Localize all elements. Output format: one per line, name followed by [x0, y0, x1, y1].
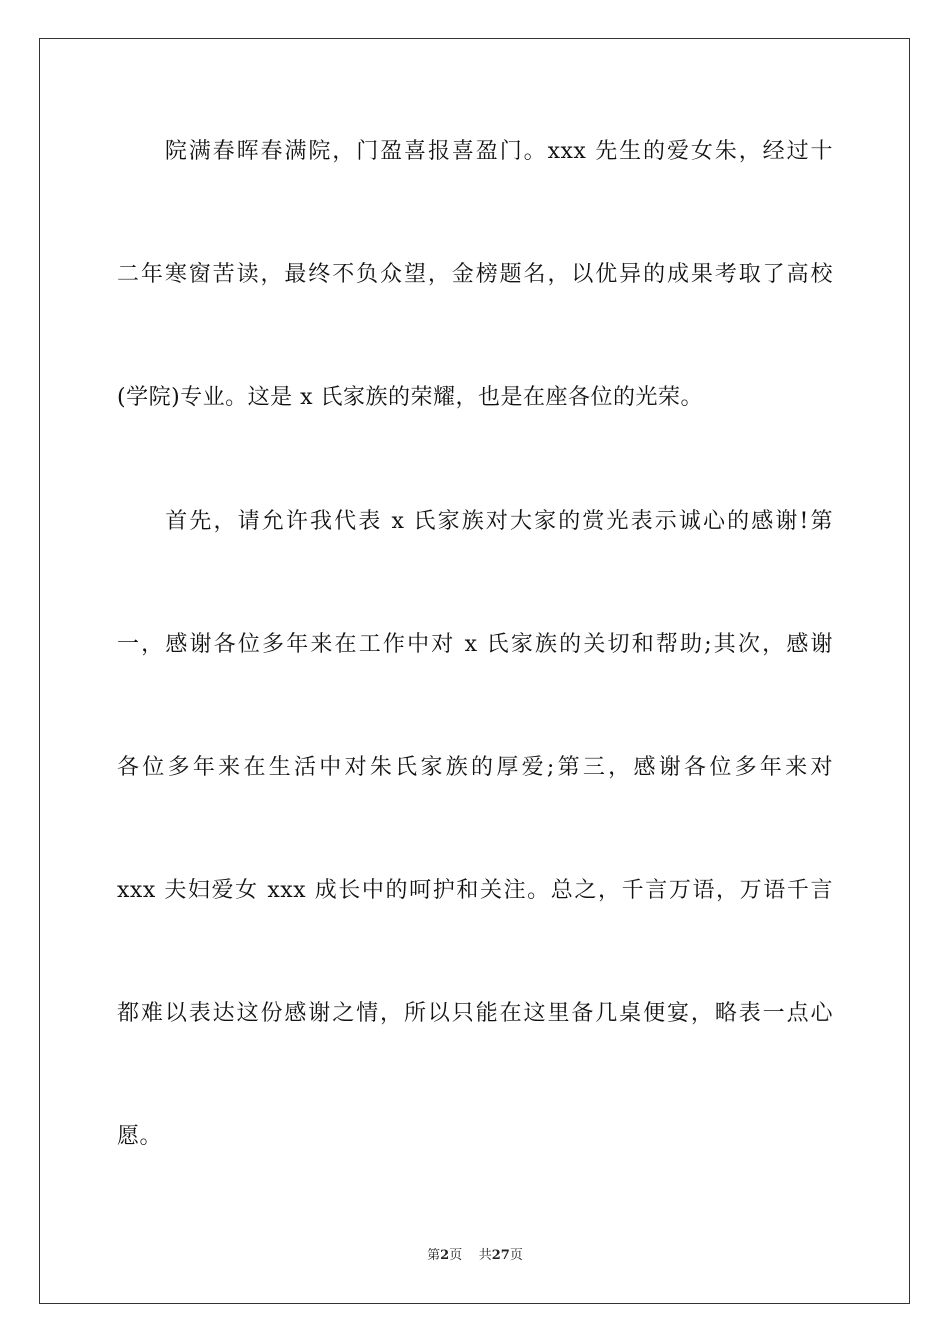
paragraph-2-line-5: 都难以表达这份感谢之情，所以只能在这里备几桌便宴，略表一点心: [117, 1001, 833, 1026]
paragraph-2-line-3: 各位多年来在生活中对朱氏家族的厚爱;第三，感谢各位多年来对: [117, 755, 833, 780]
paragraph-2-line-6: 愿。: [117, 1124, 163, 1149]
paragraph-1-line-2: 二年寒窗苦读，最终不负众望，金榜题名，以优异的成果考取了高校: [117, 262, 833, 287]
footer-page-prefix: 第: [427, 1248, 441, 1263]
footer-total-pages: 27: [491, 1248, 510, 1263]
paragraph-2-line-4: xxx 夫妇爱女 xxx 成长中的呵护和关注。总之，千言万语，万语千言: [117, 878, 833, 903]
paragraph-2-line-2: 一，感谢各位多年来在工作中对 x 氏家族的关切和帮助;其次，感谢: [117, 632, 833, 657]
footer-page-number: 2: [440, 1248, 450, 1263]
paragraph-1-line-1: 院满春晖春满院，门盈喜报喜盈门。xxx 先生的爱女朱，经过十: [117, 139, 833, 164]
footer-total-prefix: 共: [478, 1248, 492, 1263]
footer-total-suffix: 页: [509, 1248, 523, 1263]
footer-page-suffix: 页: [449, 1248, 463, 1263]
paragraph-2-line-1: 首先，请允许我代表 x 氏家族对大家的赏光表示诚心的感谢!第: [117, 509, 833, 534]
paragraph-1-line-3: (学院)专业。这是 x 氏家族的荣耀，也是在座各位的光荣。: [117, 385, 704, 410]
page-footer: [0, 1247, 950, 1265]
page-border: [39, 38, 910, 1304]
